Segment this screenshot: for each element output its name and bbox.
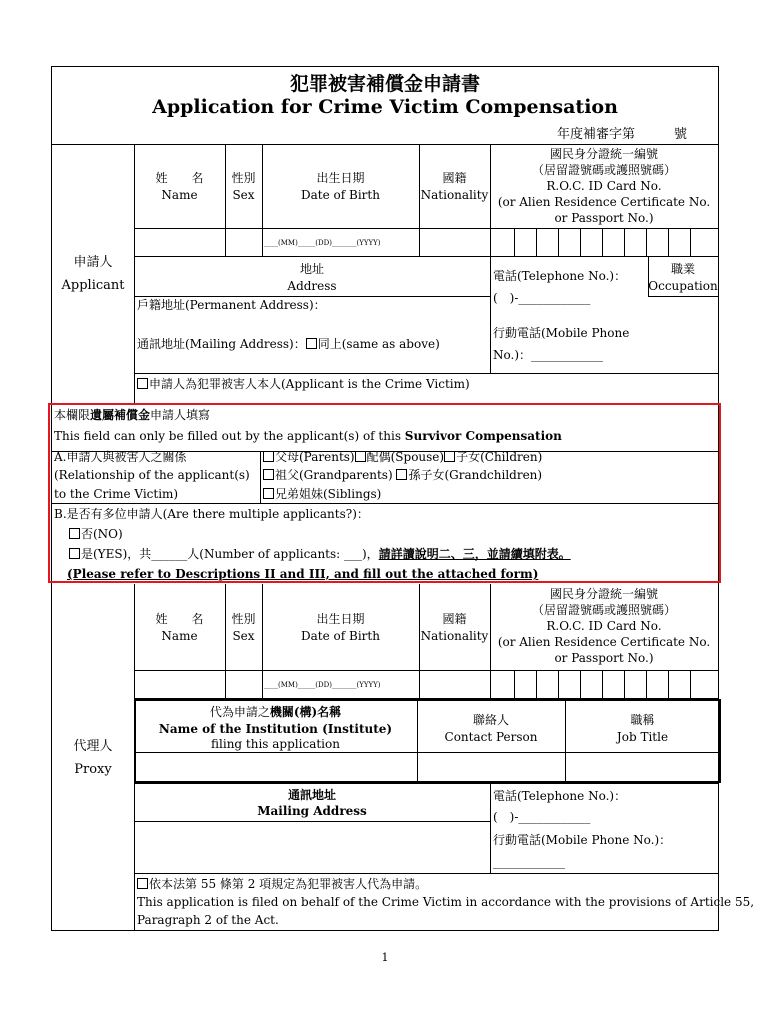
proxy-mailing-address-field[interactable] <box>135 822 489 872</box>
institution-name-field[interactable] <box>136 754 416 781</box>
proxy-telephone-label: 電話(Telephone No.)： <box>493 789 627 803</box>
survivor-compensation-highlight <box>48 403 721 583</box>
article55-row: 依本法第 55 條第 2 項規定為犯罪被害人代為申請。 <box>137 877 427 892</box>
applicant-label-zh: 申請人 <box>73 255 113 270</box>
proxy-dob-field[interactable]: ____(MM)_____(DD)_______(YYYY) <box>264 681 381 689</box>
survivor-note-en: This field can only be filled out by the applicant(s) of this Survivor Compensation <box>54 429 562 443</box>
proxy-name-header-zh: 姓 名 <box>155 612 204 626</box>
page-number: 1 <box>381 951 389 964</box>
is-victim-checkbox[interactable] <box>137 378 148 389</box>
relationship-row-2: 祖父(Grandparents) 孫子女(Grandchildren) <box>263 468 542 483</box>
refer-descriptions: (Please refer to Descriptions II and III, and fill out the attached form) <box>67 567 539 581</box>
id-header-l1: 國民身分證統一編號 <box>549 147 658 161</box>
applicant-name-field[interactable] <box>135 229 224 255</box>
dob-header-zh: 出生日期 <box>316 171 365 185</box>
institution-header-en1: Name of the Institution (Institute) <box>158 722 393 736</box>
telephone-label: 電話(Telephone No.)： <box>493 269 627 283</box>
relationship-label-l1: A.申請人與被害人之關係 <box>54 450 187 464</box>
proxy-nationality-header-zh: 國籍 <box>442 612 467 626</box>
same-as-above-checkbox[interactable] <box>306 338 317 349</box>
title-zh: 犯罪被害補償金申請書 <box>289 73 480 95</box>
relationship-label-l2: (Relationship of the applicant(s) <box>54 468 250 482</box>
contact-header-en: Contact Person <box>444 730 538 744</box>
relationship-row-3: 兄弟姐妹(Siblings) <box>263 487 381 502</box>
proxy-dob-header-zh: 出生日期 <box>316 612 365 626</box>
article55-en-l2: Paragraph 2 of the Act. <box>137 913 279 927</box>
job-title-header-zh: 職稱 <box>630 713 655 727</box>
proxy-sex-header-en: Sex <box>232 629 255 643</box>
contact-header-zh: 聯絡人 <box>472 713 509 727</box>
name-header-zh: 姓 名 <box>155 171 204 185</box>
proxy-id-header-l3: R.O.C. ID Card No. <box>546 619 662 633</box>
relationship-label-l3: to the Crime Victim) <box>54 487 179 501</box>
case-number-field[interactable]: 年度補審字第 號 <box>557 127 688 142</box>
proxy-mobile-label: 行動電話(Mobile Phone No.)： <box>493 833 672 847</box>
applicant-dob-field[interactable]: ____(MM)_____(DD)_______(YYYY) <box>264 239 381 247</box>
mobile-field[interactable]: No.)：____________ <box>493 348 604 362</box>
address-header-zh: 地址 <box>299 262 324 276</box>
proxy-name-header-en: Name <box>161 629 198 643</box>
occupation-header-en: Occupation <box>648 279 718 293</box>
mobile-label-l1: 行動電話(Mobile Phone <box>493 326 630 340</box>
id-header-l5: or Passport No.) <box>554 211 654 225</box>
applicant-sex-field[interactable] <box>226 229 261 255</box>
id-header-l4: (or Alien Residence Certificate No. <box>497 195 711 209</box>
occupation-header-zh: 職業 <box>670 262 695 276</box>
id-header-l3: R.O.C. ID Card No. <box>546 179 662 193</box>
article55-en-l1: This application is filed on behalf of the Crime Victim in accordance with the provisions of Article 55, <box>137 895 755 909</box>
institution-header-en2: filing this application <box>211 737 340 751</box>
proxy-id-header-l4: (or Alien Residence Certificate No. <box>497 635 711 649</box>
proxy-nationality-field[interactable] <box>420 671 489 697</box>
id-header-l2: （居留證號碼或護照號碼） <box>531 163 676 177</box>
multiple-yes-row: 是(YES)，共______人(Number of applicants: ___)，請詳讀說明二、三，並請續填附表。 <box>69 547 571 562</box>
multiple-no-row: 否(NO) <box>69 527 123 542</box>
is-victim-row[interactable] <box>137 377 470 392</box>
job-title-field[interactable] <box>567 754 719 781</box>
telephone-field[interactable]: ( )-____________ <box>493 291 591 305</box>
proxy-sex-field[interactable] <box>226 671 261 697</box>
proxy-label-en: Proxy <box>74 762 112 777</box>
title-en: Application for Crime Victim Compensation <box>152 96 618 118</box>
relationship-row-1: 父母(Parents) 配偶(Spouse) 子女(Children) <box>263 450 542 465</box>
address-header-en: Address <box>287 279 337 293</box>
job-title-header-en: Job Title <box>616 730 669 744</box>
proxy-telephone-field[interactable]: ( )-____________ <box>493 810 591 824</box>
proxy-id-header-l1: 國民身分證統一編號 <box>549 587 658 601</box>
multiple-applicants-question: B.是否有多位申請人(Are there multiple applicants?)： <box>54 507 369 521</box>
applicant-id-field[interactable] <box>491 229 717 255</box>
proxy-id-header-l2: （居留證號碼或護照號碼） <box>531 603 676 617</box>
nationality-header-zh: 國籍 <box>442 171 467 185</box>
proxy-sex-header-zh: 性別 <box>231 612 256 626</box>
proxy-label-zh: 代理人 <box>73 739 113 754</box>
proxy-mail-header-en: Mailing Address <box>257 804 367 818</box>
is-victim-label: 申請人為犯罪被害人本人(Applicant is the Crime Victim) <box>149 377 470 391</box>
name-header-en: Name <box>161 188 198 202</box>
applicant-label-en: Applicant <box>61 278 125 293</box>
survivor-note-zh: 本欄限遺屬補償金申請人填寫 <box>54 408 211 422</box>
institution-header-zh: 代為申請之機關(構)名稱 <box>209 705 342 719</box>
proxy-id-header-l5: or Passport No.) <box>554 651 654 665</box>
article55-checkbox[interactable] <box>137 878 148 889</box>
applicant-nationality-field[interactable] <box>420 229 489 255</box>
proxy-mail-header-zh: 通訊地址 <box>287 788 336 802</box>
occupation-field[interactable] <box>649 297 717 372</box>
proxy-mobile-field[interactable]: ____________ <box>493 855 565 869</box>
contact-person-field[interactable] <box>419 754 564 781</box>
sex-header-zh: 性別 <box>231 171 256 185</box>
proxy-name-field[interactable] <box>135 671 224 697</box>
mailing-address-label[interactable] <box>137 337 440 352</box>
mailing-address-text: 通訊地址(Mailing Address)： <box>137 337 306 351</box>
sex-header-en: Sex <box>232 188 255 202</box>
proxy-id-field[interactable] <box>491 671 717 697</box>
proxy-dob-header-en: Date of Birth <box>301 629 380 643</box>
permanent-address-label[interactable]: 戶籍地址(Permanent Address)： <box>137 298 326 312</box>
dob-header-en: Date of Birth <box>301 188 380 202</box>
proxy-nationality-header-en: Nationality <box>420 629 489 643</box>
nationality-header-en: Nationality <box>420 188 489 202</box>
same-as-above-label: 同上(same as above) <box>317 337 440 351</box>
